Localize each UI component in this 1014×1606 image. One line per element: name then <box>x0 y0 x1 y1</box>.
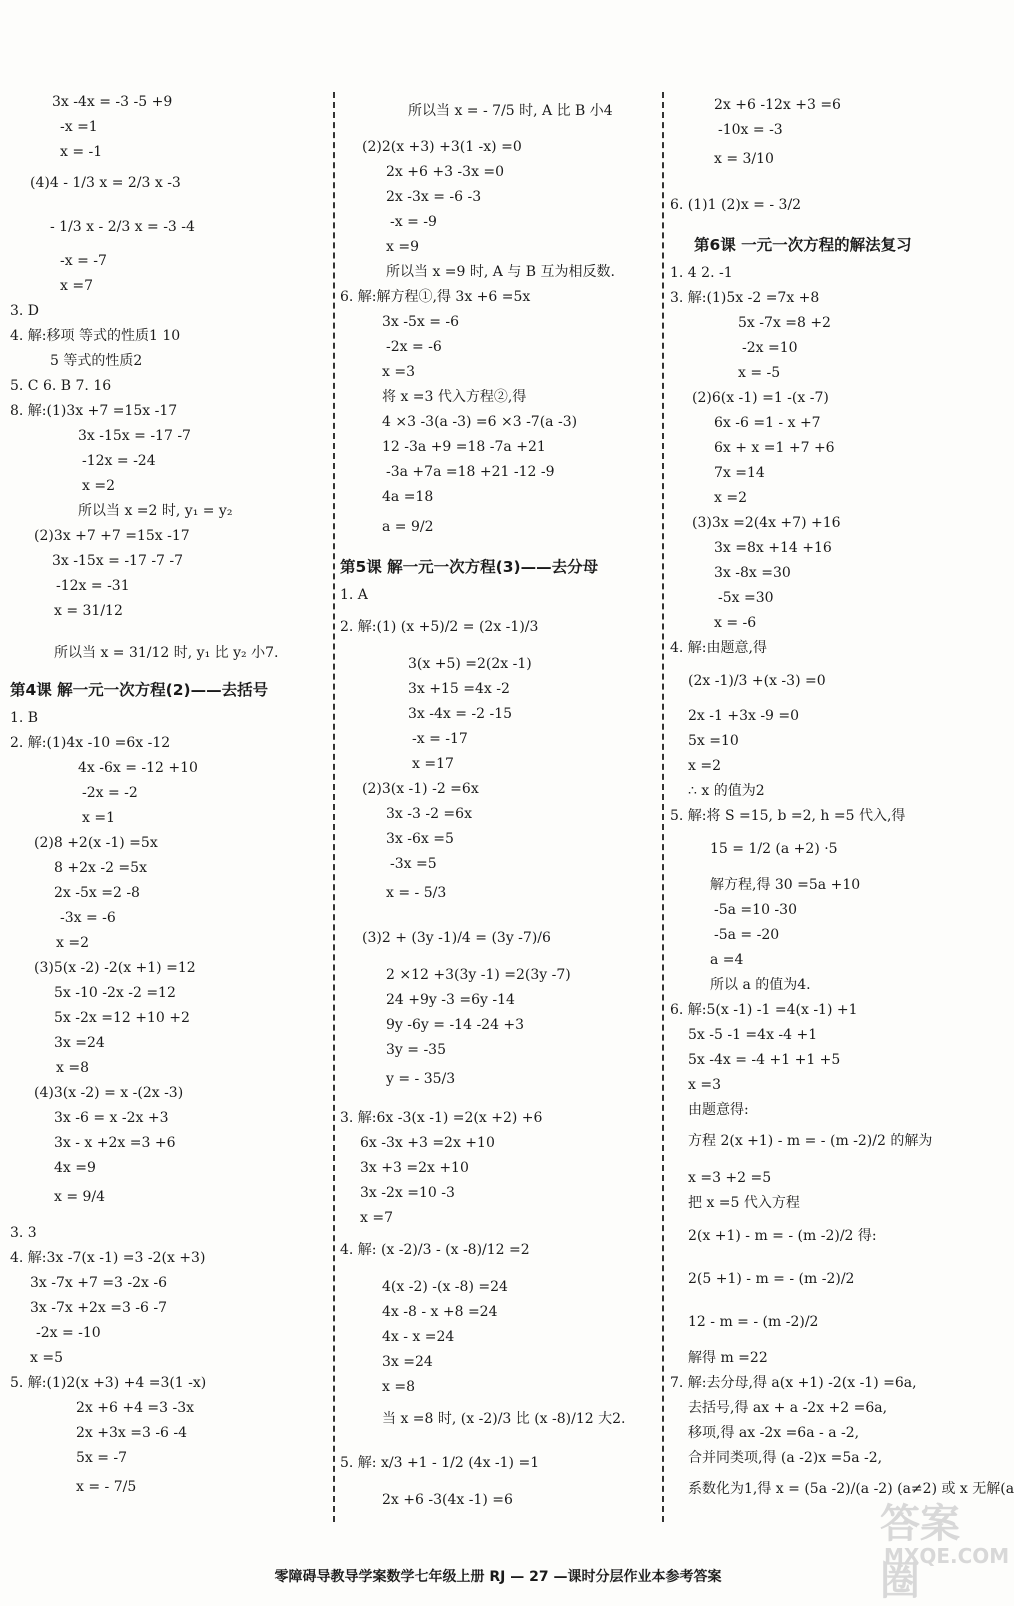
solution-line: 将 x =3 代入方程②,得 <box>382 389 527 405</box>
solution-line: 12 -3a +9 =18 -7a +21 <box>382 439 546 455</box>
solution-line: x =7 <box>60 278 93 294</box>
solution-line: 当 x =8 时, (x -2)/3 比 (x -8)/12 大2. <box>382 1411 626 1427</box>
solution-line: 24 +9y -3 =6y -14 <box>386 992 515 1008</box>
solution-line: 15 = 1/2 (a +2) ·5 <box>710 841 838 857</box>
solution-line: -3x = -6 <box>60 910 116 926</box>
solution-line: 2. 解:(1)4x -10 =6x -12 <box>10 735 171 751</box>
answer-column-1 <box>0 0 330 1560</box>
solution-line: 3. 3 <box>10 1225 37 1241</box>
solution-line: 1. 4 2. -1 <box>670 265 733 281</box>
solution-line: 把 x =5 代入方程 <box>688 1195 800 1211</box>
solution-line: a =4 <box>710 952 744 968</box>
solution-line: -x =1 <box>60 119 98 135</box>
solution-line: 6. (1)1 (2)x = - 3/2 <box>670 197 802 213</box>
solution-line: 3x -6x =5 <box>386 831 454 847</box>
column-divider <box>662 92 664 1522</box>
solution-line: -10x = -3 <box>718 122 783 138</box>
solution-line: 去括号,得 ax + a -2x +2 =6a, <box>688 1400 888 1416</box>
solution-line: 由题意得: <box>688 1102 749 1118</box>
solution-line: 3x -2x =10 -3 <box>360 1185 455 1201</box>
solution-line: 3(x +5) =2(2x -1) <box>408 656 532 672</box>
solution-line: -3x =5 <box>390 856 437 872</box>
solution-line: y = - 35/3 <box>386 1071 456 1087</box>
solution-line: 5 等式的性质2 <box>50 353 143 369</box>
solution-line: 5x -2x =12 +10 +2 <box>54 1010 190 1026</box>
solution-line: 6x -3x +3 =2x +10 <box>360 1135 495 1151</box>
solution-line: 移项,得 ax -2x =6a - a -2, <box>688 1425 860 1441</box>
solution-line: 7x =14 <box>714 465 765 481</box>
solution-line: 3x +3 =2x +10 <box>360 1160 469 1176</box>
lesson-heading: 第4课 解一元一次方程(2)——去括号 <box>10 681 269 699</box>
solution-line: 5x -4x = -4 +1 +1 +5 <box>688 1052 841 1068</box>
solution-line: -2x = -6 <box>386 339 442 355</box>
solution-line: 3. 解:6x -3(x -1) =2(x +2) +6 <box>340 1110 543 1126</box>
answer-column-3 <box>670 0 1014 1560</box>
solution-line: -5a = -20 <box>714 927 780 943</box>
solution-line: -2x =10 <box>742 340 798 356</box>
solution-line: 2x +6 +4 =3 -3x <box>76 1400 195 1416</box>
solution-line: 8. 解:(1)3x +7 =15x -17 <box>10 403 178 419</box>
solution-line: x =2 <box>714 490 747 506</box>
solution-line: ∴ x 的值为2 <box>688 783 765 799</box>
solution-line: 2x -3x = -6 -3 <box>386 189 482 205</box>
solution-line: 5x = -7 <box>76 1450 128 1466</box>
solution-line: (2)8 +2(x -1) =5x <box>34 835 158 851</box>
solution-line: 4a =18 <box>382 489 434 505</box>
solution-line: 3y = -35 <box>386 1042 446 1058</box>
solution-line: x =3 +2 =5 <box>688 1170 772 1186</box>
solution-line: x =2 <box>56 935 89 951</box>
solution-line: -2x = -2 <box>82 785 138 801</box>
solution-line: (3)2 + (3y -1)/4 = (3y -7)/6 <box>362 930 551 946</box>
solution-line: 2x +6 -12x +3 =6 <box>714 97 841 113</box>
solution-line: 6x -6 =1 - x +7 <box>714 415 821 431</box>
solution-line: 4. 解: (x -2)/3 - (x -8)/12 =2 <box>340 1242 530 1258</box>
solution-line: (2)6(x -1) =1 -(x -7) <box>692 390 829 406</box>
lesson-heading: 第5课 解一元一次方程(3)——去分母 <box>340 558 599 576</box>
solution-line: 3x -5x = -6 <box>382 314 460 330</box>
solution-line: 解得 m =22 <box>688 1350 768 1366</box>
watermark-url: MXQE.COM <box>884 1544 1010 1568</box>
solution-line: 3x -7x +7 =3 -2x -6 <box>30 1275 168 1291</box>
solution-line: x =5 <box>30 1350 63 1366</box>
solution-line: 2x +6 +3 -3x =0 <box>386 164 505 180</box>
watermark-logo: 答案圈 <box>880 1501 960 1604</box>
solution-line: 所以当 x = - 7/5 时, A 比 B 小4 <box>408 103 613 119</box>
solution-line: x =9 <box>386 239 419 255</box>
solution-line: 5. 解: x/3 +1 - 1/2 (4x -1) =1 <box>340 1455 540 1471</box>
solution-line: -3a +7a =18 +21 -12 -9 <box>386 464 555 480</box>
solution-line: x = -5 <box>738 365 781 381</box>
answer-column-2 <box>338 0 673 1560</box>
solution-line: (2x -1)/3 +(x -3) =0 <box>688 673 826 689</box>
solution-line: 3x -4x = -2 -15 <box>408 706 513 722</box>
solution-line: 5x =10 <box>688 733 739 749</box>
solution-line: 3x -6 = x -2x +3 <box>54 1110 169 1126</box>
solution-line: x =3 <box>688 1077 721 1093</box>
solution-line: x =17 <box>412 756 454 772</box>
solution-line: x = 3/10 <box>714 151 774 167</box>
solution-line: 2(5 +1) - m = - (m -2)/2 <box>688 1271 855 1287</box>
solution-line: 3x -15x = -17 -7 -7 <box>52 553 184 569</box>
solution-line: x = - 5/3 <box>386 885 447 901</box>
solution-line: 5x -7x =8 +2 <box>738 315 831 331</box>
solution-line: 3x -15x = -17 -7 <box>78 428 191 444</box>
solution-line: 3. 解:(1)5x -2 =7x +8 <box>670 290 820 306</box>
solution-line: 8 +2x -2 =5x <box>54 860 147 876</box>
solution-line: (4)3(x -2) = x -(2x -3) <box>34 1085 184 1101</box>
solution-line: 5. 解:(1)2(x +3) +4 =3(1 -x) <box>10 1375 207 1391</box>
solution-line: 5. C 6. B 7. 16 <box>10 378 112 394</box>
solution-line: 2x +6 -3(4x -1) =6 <box>382 1492 513 1508</box>
column-divider <box>333 92 335 1522</box>
solution-line: 4. 解:由题意,得 <box>670 640 767 656</box>
solution-line: (2)3x +7 +7 =15x -17 <box>34 528 190 544</box>
solution-line: 1. A <box>340 587 368 603</box>
solution-line: -12x = -31 <box>56 578 130 594</box>
solution-line: -12x = -24 <box>82 453 156 469</box>
solution-line: 解方程,得 30 =5a +10 <box>710 877 861 893</box>
solution-line: 方程 2(x +1) - m = - (m -2)/2 的解为 <box>688 1133 933 1149</box>
solution-line: x =3 <box>382 364 415 380</box>
page-footer: 零障碍导教导学案数学七年级上册 RJ — 27 —课时分层作业本参考答案 <box>274 1569 722 1585</box>
solution-line: 4x -6x = -12 +10 <box>78 760 198 776</box>
solution-line: (3)5(x -2) -2(x +1) =12 <box>34 960 196 976</box>
solution-line: 2. 解:(1) (x +5)/2 = (2x -1)/3 <box>340 619 539 635</box>
lesson-heading: 第6课 一元一次方程的解法复习 <box>694 236 912 254</box>
solution-line: 3x =24 <box>382 1354 433 1370</box>
solution-line: a = 9/2 <box>382 519 434 535</box>
solution-line: x =7 <box>360 1210 393 1226</box>
solution-line: x =1 <box>82 810 115 826</box>
solution-line: 9y -6y = -14 -24 +3 <box>386 1017 525 1033</box>
solution-line: x = 31/12 <box>54 603 123 619</box>
solution-line: x = 9/4 <box>54 1189 106 1205</box>
solution-line: x =8 <box>382 1379 415 1395</box>
solution-line: 4. 解:移项 等式的性质1 10 <box>10 328 181 344</box>
solution-line: 5. 解:将 S =15, b =2, h =5 代入,得 <box>670 808 906 824</box>
solution-line: 6x + x =1 +7 +6 <box>714 440 835 456</box>
solution-line: 1. B <box>10 710 39 726</box>
solution-line: -5a =10 -30 <box>714 902 797 918</box>
solution-line: -x = -17 <box>412 731 468 747</box>
solution-line: -5x =30 <box>718 590 774 606</box>
solution-line: 12 - m = - (m -2)/2 <box>688 1314 819 1330</box>
solution-line: x = - 7/5 <box>76 1479 137 1495</box>
solution-line: 5x -5 -1 =4x -4 +1 <box>688 1027 818 1043</box>
solution-line: - 1/3 x - 2/3 x = -3 -4 <box>50 219 195 235</box>
solution-line: -x = -9 <box>390 214 437 230</box>
solution-line: 2 ×12 +3(3y -1) =2(3y -7) <box>386 967 571 983</box>
solution-line: 2(x +1) - m = - (m -2)/2 得: <box>688 1228 877 1244</box>
solution-line: (2)3(x -1) -2 =6x <box>362 781 479 797</box>
solution-line: x = -1 <box>60 144 103 160</box>
solution-line: 所以当 x = 31/12 时, y₁ 比 y₂ 小7. <box>54 645 279 661</box>
solution-line: 所以 a 的值为4. <box>710 977 811 993</box>
solution-line: 2x -5x =2 -8 <box>54 885 140 901</box>
solution-line: 4x - x =24 <box>382 1329 455 1345</box>
solution-line: 2x +3x =3 -6 -4 <box>76 1425 188 1441</box>
solution-line: 3x -3 -2 =6x <box>386 806 472 822</box>
solution-line: 6. 解:解方程①,得 3x +6 =5x <box>340 289 531 305</box>
solution-line: 所以当 x =9 时, A 与 B 互为相反数. <box>386 264 615 280</box>
solution-line: 所以当 x =2 时, y₁ = y₂ <box>78 503 233 519</box>
solution-line: 3x +15 =4x -2 <box>408 681 510 697</box>
solution-line: (4)4 - 1/3 x = 2/3 x -3 <box>30 175 181 191</box>
solution-line: 4x =9 <box>54 1160 96 1176</box>
solution-line: 2x -1 +3x -9 =0 <box>688 708 800 724</box>
solution-line: 3x =24 <box>54 1035 105 1051</box>
solution-line: 3x - x +2x =3 +6 <box>54 1135 176 1151</box>
solution-line: 系数化为1,得 x = (5a -2)/(a -2) (a≠2) 或 x 无解(a <box>688 1481 1014 1497</box>
solution-line: 合并同类项,得 (a -2)x =5a -2, <box>688 1450 883 1466</box>
solution-line: 3x =8x +14 +16 <box>714 540 832 556</box>
solution-line: x = -6 <box>714 615 757 631</box>
solution-line: (3)3x =2(4x +7) +16 <box>692 515 841 531</box>
solution-line: 4. 解:3x -7(x -1) =3 -2(x +3) <box>10 1250 206 1266</box>
solution-line: 3x -8x =30 <box>714 565 791 581</box>
solution-line: x =8 <box>56 1060 89 1076</box>
solution-line: 4(x -2) -(x -8) =24 <box>382 1279 508 1295</box>
solution-line: -x = -7 <box>60 253 107 269</box>
solution-line: -2x = -10 <box>36 1325 101 1341</box>
solution-line: x =2 <box>688 758 721 774</box>
solution-line: x =2 <box>82 478 115 494</box>
solution-line: 3x -7x +2x =3 -6 -7 <box>30 1300 168 1316</box>
solution-line: 3x -4x = -3 -5 +9 <box>52 94 173 110</box>
solution-line: (2)2(x +3) +3(1 -x) =0 <box>362 139 522 155</box>
solution-line: 6. 解:5(x -1) -1 =4(x -1) +1 <box>670 1002 858 1018</box>
solution-line: 4x -8 - x +8 =24 <box>382 1304 498 1320</box>
solution-line: 4 ×3 -3(a -3) =6 ×3 -7(a -3) <box>382 414 578 430</box>
solution-line: 3. D <box>10 303 40 319</box>
solution-line: 5x -10 -2x -2 =12 <box>54 985 176 1001</box>
solution-line: 7. 解:去分母,得 a(x +1) -2(x -1) =6a, <box>670 1375 917 1391</box>
